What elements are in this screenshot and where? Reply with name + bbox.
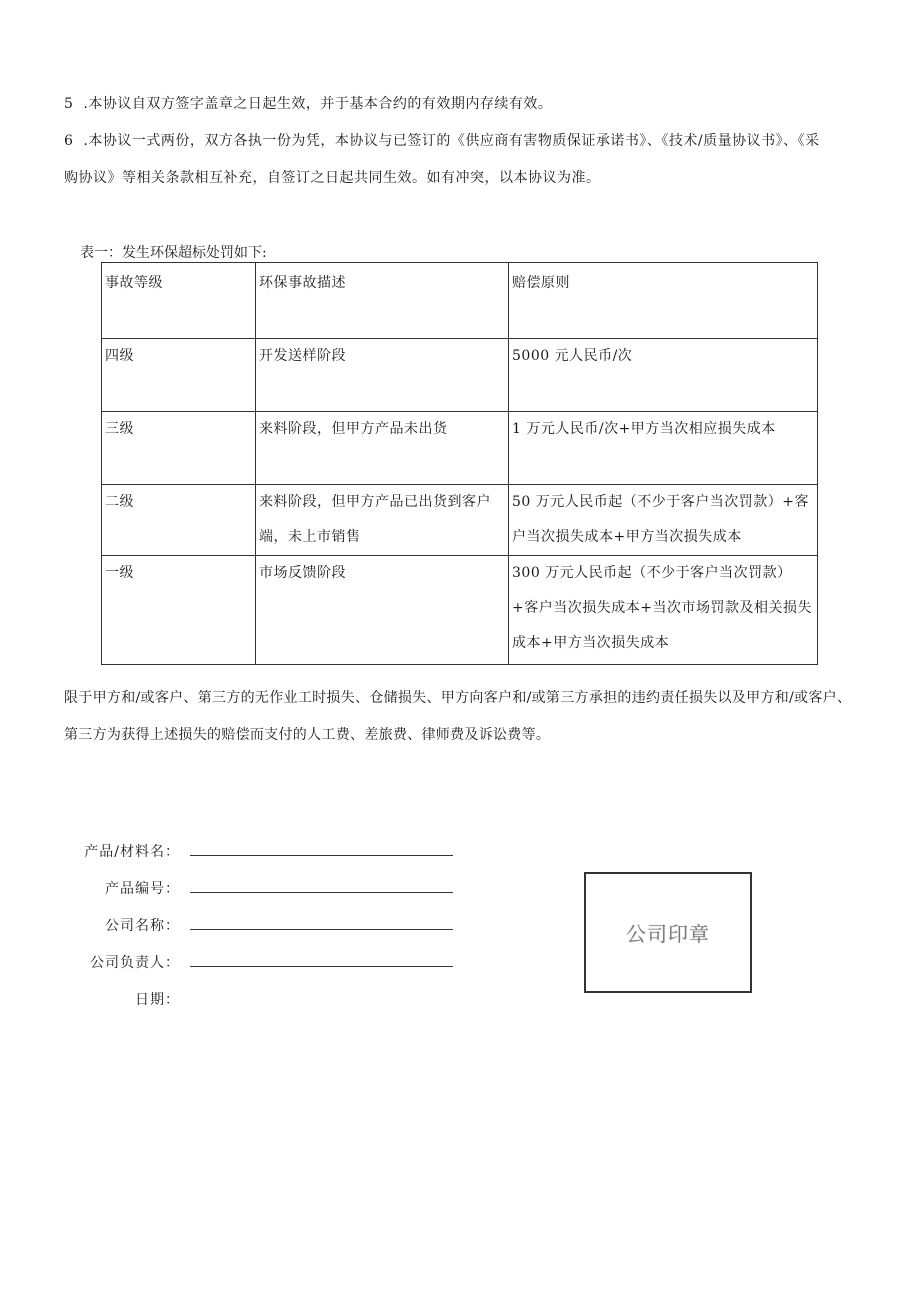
header-compensation: 赔偿原则 (509, 263, 818, 339)
table-row (102, 339, 818, 412)
cell-description: 开发送样阶段 (256, 339, 509, 412)
signature-line[interactable] (190, 929, 453, 930)
table-caption: 表一：发生环保超标处罚如下: (80, 245, 267, 261)
clause-text: .本协议自双方签字盖章之日起生效，并于基本合约的有效期内存续有效。 (83, 96, 553, 112)
signature-line[interactable] (190, 966, 453, 967)
cell-compensation: 300 万元人民币起（不少于客户当次罚款）+客户当次损失成本+当次市场罚款及相关损失成本+甲方当次损失成本 (509, 556, 818, 665)
table-row (102, 412, 818, 485)
signature-row-date (60, 983, 480, 1020)
signature-line[interactable] (190, 855, 453, 856)
signature-row-product-name (60, 835, 480, 872)
company-seal-text: 公司印章 (626, 922, 710, 946)
cell-compensation: 1 万元人民币/次+甲方当次相应损失成本 (509, 412, 818, 485)
cell-compensation: 5000 元人民币/次 (509, 339, 818, 412)
cell-level: 四级 (102, 339, 256, 412)
table-row (102, 485, 818, 556)
signature-label: 公司名称： (105, 918, 180, 934)
clause-number: 6 (64, 133, 74, 149)
header-level: 事故等级 (102, 263, 256, 339)
signature-label: 产品/材料名： (84, 844, 180, 860)
cell-level: 三级 (102, 412, 256, 485)
cell-compensation: 50 万元人民币起（不少于客户当次罚款）+客户当次损失成本+甲方当次损失成本 (509, 485, 818, 556)
company-seal-box (584, 872, 752, 993)
signature-row-company-head (60, 946, 480, 983)
signature-label: 产品编号： (105, 881, 180, 897)
signature-row-company-name (60, 909, 480, 946)
signature-row-product-number (60, 872, 480, 909)
signature-line[interactable] (190, 892, 453, 893)
clause-number: 5 (64, 96, 74, 112)
table-row (102, 556, 818, 665)
cell-description: 来料阶段，但甲方产品未出货 (256, 412, 509, 485)
signature-block (60, 835, 480, 1020)
cell-level: 一级 (102, 556, 256, 665)
clause-5 (64, 86, 834, 123)
cell-description: 市场反馈阶段 (256, 556, 509, 665)
clause-text: .本协议一式两份，双方各执一份为凭，本协议与已签订的《供应商有害物质保证承诺书》、《技术/质量协议书》、《采购协议》等相关条款相互补充，自签订之日起共同生效。如有冲突，以本协议为准。 (64, 133, 820, 186)
penalty-table (101, 262, 818, 665)
signature-label: 日期： (135, 992, 180, 1008)
clause-6 (64, 123, 834, 197)
header-description: 环保事故描述 (256, 263, 509, 339)
signature-label: 公司负责人： (90, 955, 180, 971)
table-header-row (102, 263, 818, 339)
cell-description: 来料阶段，但甲方产品已出货到客户端，未上市销售 (256, 485, 509, 556)
cell-level: 二级 (102, 485, 256, 556)
limitation-paragraph: 限于甲方和/或客户、第三方的无作业工时损失、仓储损失、甲方向客户和/或第三方承担的违约责任损失以及甲方和/或客户、第三方为获得上述损失的赔偿而支付的人工费、差旅费、律师费及诉讼费等。 (64, 690, 852, 743)
